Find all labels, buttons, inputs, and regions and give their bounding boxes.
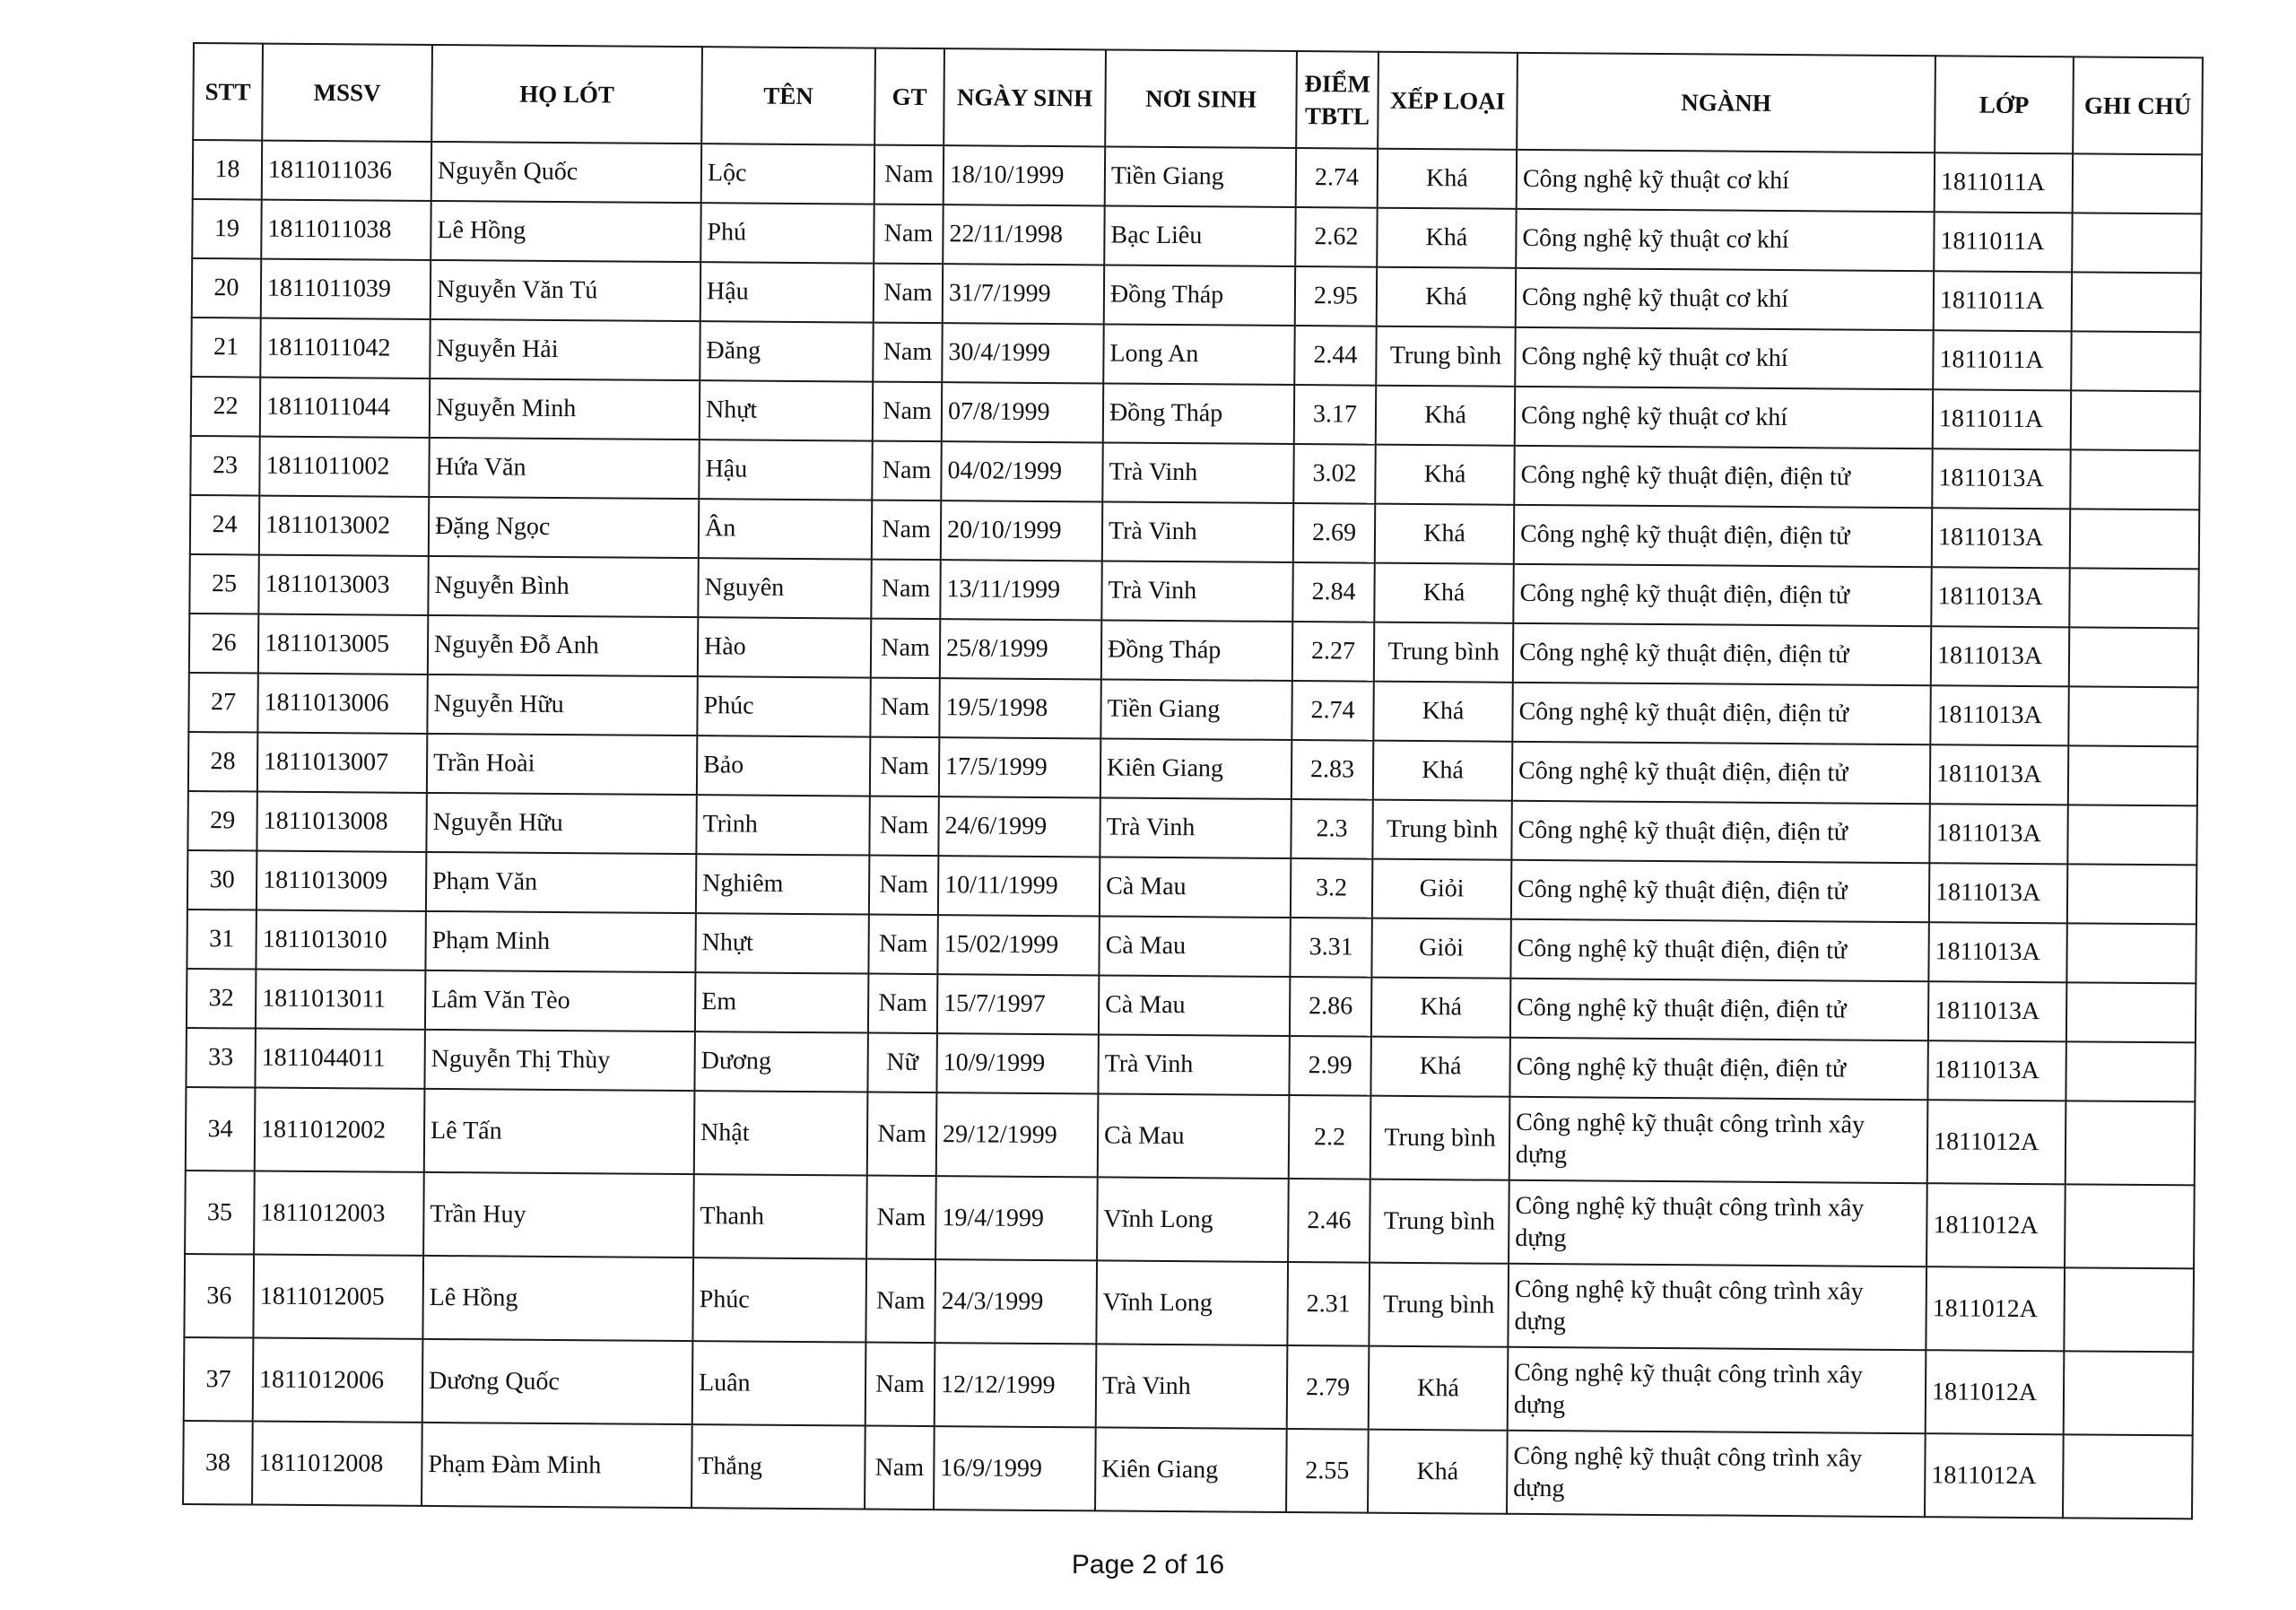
cell-gt: Nam: [867, 1092, 937, 1177]
cell-gt: Nam: [869, 856, 938, 916]
cell-xep-loai: Trung bình: [1369, 1263, 1509, 1347]
cell-diem-tbtl: 2.95: [1295, 266, 1377, 326]
cell-ten: Em: [695, 972, 868, 1032]
cell-gt: Nữ: [867, 1033, 936, 1093]
cell-lop: 1811012A: [1927, 1100, 2066, 1184]
cell-noi-sinh: Trà Vinh: [1100, 797, 1291, 858]
cell-xep-loai: Trung bình: [1372, 800, 1511, 860]
cell-stt: 19: [192, 199, 261, 259]
cell-ho-lot: Lâm Văn Tèo: [425, 970, 695, 1031]
cell-lop: 1811012A: [1926, 1350, 2065, 1434]
cell-ho-lot: Dương Quốc: [422, 1339, 693, 1424]
cell-xep-loai: Khá: [1373, 741, 1512, 801]
cell-diem-tbtl: 2.69: [1293, 503, 1375, 563]
cell-ghi-chu: [2068, 745, 2197, 805]
cell-xep-loai: Khá: [1378, 149, 1517, 209]
cell-nganh: Công nghệ kỹ thuật cơ khí: [1516, 209, 1934, 271]
cell-xep-loai: Khá: [1375, 504, 1514, 564]
cell-nganh: Công nghệ kỹ thuật điện, điện tử: [1511, 801, 1929, 863]
cell-gt: Nam: [871, 560, 940, 620]
cell-stt: 38: [183, 1421, 253, 1505]
cell-ghi-chu: [2071, 390, 2200, 450]
cell-nganh: Công nghệ kỹ thuật điện, điện tử: [1512, 742, 1930, 804]
cell-nganh: Công nghệ kỹ thuật công trình xây dựng: [1509, 1180, 1927, 1266]
cell-ten: Nhựt: [700, 380, 873, 440]
cell-ngay-sinh: 16/9/1999: [934, 1426, 1096, 1510]
cell-xep-loai: Khá: [1375, 445, 1514, 505]
cell-ten: Thắng: [691, 1424, 865, 1509]
cell-noi-sinh: Vĩnh Long: [1097, 1177, 1289, 1262]
cell-gt: Nam: [865, 1259, 935, 1344]
cell-gt: Nam: [869, 796, 938, 857]
cell-mssv: 1811012005: [253, 1255, 423, 1339]
cell-ten: Đăng: [700, 321, 873, 381]
cell-mssv: 1811013011: [256, 970, 425, 1030]
header-row: [193, 43, 2203, 154]
cell-nganh: Công nghệ kỹ thuật điện, điện tử: [1510, 919, 1928, 981]
cell-ten: Hậu: [700, 262, 874, 322]
cell-ten: Luân: [692, 1341, 866, 1425]
cell-mssv: 1811044011: [255, 1029, 424, 1089]
header-xep-loai: XẾP LOẠI: [1378, 52, 1518, 150]
cell-mssv: 1811013006: [257, 674, 427, 734]
cell-ngay-sinh: 18/10/1999: [944, 145, 1105, 205]
cell-ghi-chu: [2069, 627, 2198, 687]
cell-ngay-sinh: 19/5/1998: [939, 678, 1100, 738]
cell-ngay-sinh: 07/8/1999: [942, 382, 1103, 442]
header-diem-tbtl: ĐIỂM TBTL: [1296, 51, 1378, 149]
cell-ngay-sinh: 19/4/1999: [935, 1176, 1098, 1260]
cell-lop: 1811012A: [1926, 1266, 2065, 1351]
cell-noi-sinh: Cà Mau: [1098, 1093, 1290, 1179]
cell-noi-sinh: Cà Mau: [1099, 916, 1290, 977]
cell-ngay-sinh: 13/11/1999: [940, 560, 1101, 620]
cell-ho-lot: Nguyễn Quốc: [431, 142, 701, 203]
cell-lop: 1811013A: [1931, 567, 2069, 627]
cell-gt: Nam: [872, 441, 941, 501]
cell-noi-sinh: Trà Vinh: [1098, 1034, 1289, 1095]
cell-ho-lot: Nguyễn Hữu: [426, 793, 696, 854]
cell-noi-sinh: Trà Vinh: [1101, 561, 1292, 622]
cell-ho-lot: Nguyễn Minh: [430, 379, 700, 439]
cell-noi-sinh: Kiên Giang: [1100, 738, 1292, 799]
cell-mssv: 1811013005: [258, 614, 428, 674]
cell-nganh: Công nghệ kỹ thuật công trình xây dựng: [1509, 1097, 1928, 1183]
cell-gt: Nam: [874, 264, 943, 324]
cell-ten: Hào: [698, 617, 871, 677]
cell-ghi-chu: [2066, 923, 2196, 983]
cell-ho-lot: Phạm Đàm Minh: [422, 1423, 692, 1508]
cell-stt: 35: [185, 1171, 255, 1255]
cell-mssv: 1811013003: [258, 555, 428, 615]
cell-noi-sinh: Long An: [1103, 324, 1294, 385]
cell-diem-tbtl: 2.62: [1295, 207, 1377, 267]
table-row: [184, 1254, 2194, 1352]
cell-xep-loai: Khá: [1376, 386, 1515, 446]
cell-mssv: 1811013010: [256, 910, 425, 970]
cell-ho-lot: Nguyễn Văn Tú: [430, 260, 700, 321]
cell-lop: 1811011A: [1933, 389, 2071, 449]
cell-stt: 28: [188, 732, 257, 792]
cell-lop: 1811013A: [1928, 981, 2066, 1041]
cell-diem-tbtl: 3.02: [1293, 444, 1375, 504]
cell-xep-loai: Khá: [1370, 1037, 1509, 1097]
cell-mssv: 1811012006: [253, 1338, 423, 1423]
cell-mssv: 1811011036: [262, 141, 431, 201]
cell-diem-tbtl: 2.44: [1294, 326, 1376, 386]
cell-nganh: Công nghệ kỹ thuật cơ khí: [1515, 387, 1933, 448]
cell-ho-lot: Lê Tấn: [424, 1089, 695, 1174]
cell-stt: 20: [192, 258, 261, 318]
cell-ghi-chu: [2064, 1267, 2194, 1352]
cell-gt: Nam: [874, 205, 943, 265]
cell-ho-lot: Phạm Văn: [426, 852, 696, 913]
cell-nganh: Công nghệ kỹ thuật công trình xây dựng: [1508, 1264, 1926, 1350]
cell-lop: 1811012A: [1925, 1433, 2064, 1518]
header-ten: TÊN: [701, 47, 875, 144]
cell-ten: Lộc: [701, 144, 874, 204]
cell-mssv: 1811013002: [259, 496, 429, 556]
cell-lop: 1811013A: [1930, 744, 2068, 805]
cell-noi-sinh: Đồng Tháp: [1104, 265, 1295, 326]
cell-ho-lot: Nguyễn Hải: [430, 319, 700, 380]
header-mssv: MSSV: [262, 44, 432, 142]
cell-diem-tbtl: 2.74: [1296, 148, 1378, 208]
cell-lop: 1811013A: [1929, 804, 2067, 864]
header-nganh: NGÀNH: [1517, 53, 1935, 152]
cell-nganh: Công nghệ kỹ thuật điện, điện tử: [1514, 505, 1932, 567]
cell-noi-sinh: Bạc Liêu: [1104, 205, 1295, 266]
cell-lop: 1811011A: [1934, 271, 2072, 331]
cell-xep-loai: Khá: [1374, 563, 1513, 623]
cell-xep-loai: Khá: [1369, 1346, 1509, 1431]
cell-ten: Trình: [696, 795, 869, 855]
cell-lop: 1811013A: [1932, 508, 2070, 568]
cell-mssv: 1811011038: [261, 200, 430, 260]
cell-stt: 18: [193, 140, 262, 200]
cell-gt: Nam: [866, 1176, 936, 1260]
cell-noi-sinh: Cà Mau: [1099, 975, 1290, 1036]
cell-ngay-sinh: 24/3/1999: [935, 1259, 1097, 1344]
cell-ho-lot: Lê Hồng: [430, 201, 700, 262]
cell-ngay-sinh: 15/7/1997: [937, 974, 1099, 1034]
cell-noi-sinh: Trà Vinh: [1096, 1344, 1288, 1429]
table-row: [185, 1171, 2195, 1268]
cell-diem-tbtl: 2.74: [1292, 681, 1373, 741]
cell-nganh: Công nghệ kỹ thuật điện, điện tử: [1514, 446, 1932, 508]
cell-ngay-sinh: 04/02/1999: [941, 441, 1102, 501]
cell-ngay-sinh: 15/02/1999: [937, 915, 1099, 975]
cell-noi-sinh: Đồng Tháp: [1103, 383, 1294, 444]
cell-ten: Bảo: [697, 735, 870, 796]
cell-xep-loai: Khá: [1373, 682, 1512, 742]
cell-stt: 34: [186, 1087, 256, 1171]
cell-gt: Nam: [870, 737, 939, 797]
cell-ten: Nhựt: [695, 913, 868, 973]
cell-stt: 24: [190, 495, 259, 555]
cell-ho-lot: Phạm Minh: [425, 911, 695, 972]
cell-ghi-chu: [2070, 449, 2199, 509]
cell-ghi-chu: [2066, 1101, 2196, 1185]
cell-mssv: 1811012008: [252, 1422, 422, 1506]
cell-diem-tbtl: 2.55: [1286, 1429, 1369, 1513]
cell-noi-sinh: Trà Vinh: [1102, 501, 1293, 562]
cell-ghi-chu: [2063, 1434, 2193, 1519]
cell-lop: 1811013A: [1932, 448, 2070, 509]
cell-diem-tbtl: 2.27: [1292, 622, 1374, 682]
cell-ho-lot: Trần Hoài: [427, 734, 697, 795]
cell-ten: Phú: [700, 203, 874, 263]
cell-gt: Nam: [871, 619, 940, 679]
cell-ten: Thanh: [693, 1174, 867, 1258]
cell-lop: 1811011A: [1935, 152, 2073, 213]
cell-stt: 27: [188, 673, 257, 733]
cell-noi-sinh: Tiền Giang: [1100, 679, 1292, 740]
cell-ghi-chu: [2066, 982, 2196, 1042]
cell-ngay-sinh: 22/11/1998: [943, 205, 1104, 265]
cell-ngay-sinh: 24/6/1999: [938, 796, 1100, 857]
cell-lop: 1811013A: [1930, 685, 2068, 745]
cell-ngay-sinh: 20/10/1999: [941, 500, 1102, 561]
cell-mssv: 1811011042: [260, 318, 430, 379]
cell-ten: Nghiêm: [696, 854, 869, 914]
cell-diem-tbtl: 2.3: [1291, 799, 1372, 859]
cell-xep-loai: Trung bình: [1370, 1179, 1509, 1264]
cell-mssv: 1811011002: [259, 437, 429, 497]
cell-noi-sinh: Tiền Giang: [1105, 146, 1296, 207]
cell-gt: Nam: [873, 382, 942, 442]
cell-lop: 1811013A: [1927, 1040, 2066, 1101]
cell-diem-tbtl: 2.79: [1287, 1345, 1370, 1430]
cell-mssv: 1811013009: [257, 851, 426, 911]
cell-xep-loai: Trung bình: [1370, 1096, 1510, 1180]
cell-mssv: 1811011039: [261, 259, 430, 319]
cell-stt: 32: [187, 969, 256, 1029]
cell-stt: 23: [190, 436, 259, 496]
cell-stt: 31: [187, 909, 256, 970]
cell-gt: Nam: [870, 678, 939, 738]
cell-ten: Dương: [694, 1031, 867, 1092]
cell-nganh: Công nghệ kỹ thuật điện, điện tử: [1509, 1038, 1927, 1100]
cell-diem-tbtl: 2.46: [1288, 1179, 1370, 1263]
cell-ngay-sinh: 31/7/1999: [943, 264, 1104, 324]
cell-ghi-chu: [2064, 1351, 2194, 1435]
cell-ten: Hậu: [699, 439, 872, 500]
cell-nganh: Công nghệ kỹ thuật điện, điện tử: [1510, 979, 1928, 1040]
table-row: [183, 1421, 2193, 1519]
cell-mssv: 1811013008: [257, 792, 426, 852]
cell-nganh: Công nghệ kỹ thuật điện, điện tử: [1511, 860, 1929, 922]
cell-gt: Nam: [868, 974, 937, 1034]
header-ho-lot: HỌ LÓT: [431, 45, 702, 144]
cell-stt: 25: [189, 554, 258, 614]
cell-ghi-chu: [2072, 272, 2201, 332]
cell-nganh: Công nghệ kỹ thuật cơ khí: [1517, 150, 1935, 212]
cell-gt: Nam: [865, 1426, 935, 1510]
cell-ghi-chu: [2066, 1041, 2195, 1101]
cell-xep-loai: Trung bình: [1374, 622, 1513, 683]
cell-nganh: Công nghệ kỹ thuật công trình xây dựng: [1508, 1347, 1926, 1433]
cell-ho-lot: Hứa Văn: [429, 438, 699, 499]
cell-ten: Phúc: [697, 676, 870, 736]
cell-nganh: Công nghệ kỹ thuật cơ khí: [1516, 268, 1934, 330]
cell-mssv: 1811013007: [257, 733, 427, 793]
cell-lop: 1811013A: [1928, 922, 2066, 982]
cell-ho-lot: Nguyễn Đỗ Anh: [428, 615, 698, 676]
cell-ngay-sinh: 12/12/1999: [935, 1343, 1097, 1427]
header-stt: STT: [193, 43, 263, 141]
cell-gt: Nam: [872, 500, 941, 561]
cell-xep-loai: Trung bình: [1376, 326, 1515, 387]
cell-diem-tbtl: 2.83: [1292, 740, 1373, 800]
cell-stt: 21: [191, 318, 260, 378]
cell-ten: Nguyên: [698, 558, 871, 618]
cell-diem-tbtl: 3.31: [1290, 918, 1371, 978]
cell-diem-tbtl: 2.99: [1289, 1036, 1370, 1096]
cell-ten: Ân: [699, 499, 872, 559]
cell-nganh: Công nghệ kỹ thuật công trình xây dựng: [1507, 1431, 1926, 1517]
cell-diem-tbtl: 2.2: [1289, 1095, 1371, 1179]
cell-gt: Nam: [865, 1343, 935, 1427]
cell-noi-sinh: Trà Vinh: [1102, 442, 1293, 503]
cell-noi-sinh: Vĩnh Long: [1096, 1260, 1288, 1345]
cell-ngay-sinh: 29/12/1999: [936, 1092, 1099, 1177]
cell-lop: 1811013A: [1931, 626, 2069, 686]
cell-ten: Nhật: [694, 1091, 868, 1175]
cell-lop: 1811013A: [1929, 863, 2067, 923]
cell-stt: 33: [186, 1028, 255, 1088]
cell-ghi-chu: [2065, 1184, 2195, 1268]
cell-ho-lot: Nguyễn Hữu: [427, 674, 697, 735]
cell-stt: 36: [184, 1254, 254, 1338]
cell-ghi-chu: [2070, 509, 2199, 569]
cell-xep-loai: Khá: [1371, 978, 1510, 1038]
cell-diem-tbtl: 3.17: [1294, 385, 1376, 445]
cell-stt: 37: [184, 1337, 254, 1422]
cell-lop: 1811012A: [1926, 1183, 2066, 1267]
cell-ho-lot: Nguyễn Bình: [428, 556, 698, 617]
cell-ngay-sinh: 17/5/1999: [939, 737, 1100, 797]
header-noi-sinh: NƠI SINH: [1105, 49, 1297, 148]
header-ngay-sinh: NGÀY SINH: [944, 48, 1106, 146]
cell-mssv: 1811012003: [254, 1171, 424, 1256]
header-gt: GT: [874, 48, 944, 146]
cell-diem-tbtl: 2.31: [1287, 1262, 1370, 1346]
cell-ghi-chu: [2067, 805, 2196, 865]
header-lop: LỚP: [1935, 56, 2074, 153]
cell-diem-tbtl: 2.84: [1292, 562, 1374, 622]
cell-noi-sinh: Đồng Tháp: [1101, 620, 1292, 681]
cell-ngay-sinh: 25/8/1999: [940, 619, 1101, 679]
cell-ghi-chu: [2071, 331, 2200, 391]
cell-noi-sinh: Kiên Giang: [1095, 1427, 1287, 1512]
header-ghi-chu: GHI CHÚ: [2073, 57, 2203, 154]
cell-ho-lot: Nguyễn Thị Thùy: [424, 1030, 694, 1091]
page-number: Page 2 of 16: [1071, 1550, 1225, 1580]
cell-stt: 26: [189, 614, 258, 674]
cell-mssv: 1811011044: [260, 378, 430, 438]
cell-xep-loai: Khá: [1377, 267, 1516, 327]
roster-body: [183, 140, 2202, 1519]
table-row: [186, 1087, 2196, 1185]
cell-diem-tbtl: 3.2: [1291, 858, 1372, 918]
cell-ho-lot: Trần Huy: [423, 1172, 694, 1258]
cell-lop: 1811011A: [1933, 330, 2071, 390]
cell-xep-loai: Giỏi: [1372, 859, 1511, 919]
cell-xep-loai: Giỏi: [1371, 918, 1510, 979]
cell-gt: Nam: [873, 323, 942, 383]
cell-gt: Nam: [874, 145, 944, 205]
cell-ghi-chu: [2068, 686, 2197, 746]
cell-xep-loai: Khá: [1377, 208, 1516, 268]
cell-gt: Nam: [868, 915, 937, 975]
cell-nganh: Công nghệ kỹ thuật cơ khí: [1515, 327, 1933, 389]
cell-ho-lot: Đặng Ngọc: [429, 497, 699, 558]
cell-stt: 30: [187, 850, 257, 910]
cell-ho-lot: Lê Hồng: [422, 1256, 693, 1341]
cell-ten: Phúc: [692, 1258, 866, 1342]
cell-nganh: Công nghệ kỹ thuật điện, điện tử: [1512, 683, 1930, 744]
cell-diem-tbtl: 2.86: [1290, 977, 1371, 1037]
cell-stt: 29: [187, 791, 257, 851]
cell-noi-sinh: Cà Mau: [1100, 857, 1291, 918]
cell-nganh: Công nghệ kỹ thuật điện, điện tử: [1513, 564, 1931, 626]
cell-xep-loai: Khá: [1368, 1430, 1508, 1514]
cell-ghi-chu: [2073, 153, 2202, 213]
cell-lop: 1811011A: [1934, 212, 2072, 272]
cell-mssv: 1811012002: [255, 1088, 425, 1172]
cell-ghi-chu: [2069, 568, 2198, 628]
table-row: [184, 1337, 2194, 1435]
cell-ghi-chu: [2072, 213, 2201, 273]
student-roster-table: [182, 42, 2204, 1519]
cell-ngay-sinh: 10/9/1999: [936, 1033, 1098, 1093]
cell-ngay-sinh: 10/11/1999: [938, 856, 1100, 916]
cell-stt: 22: [191, 377, 260, 437]
cell-ngay-sinh: 30/4/1999: [942, 323, 1103, 383]
cell-nganh: Công nghệ kỹ thuật điện, điện tử: [1513, 623, 1931, 685]
cell-ghi-chu: [2067, 864, 2196, 924]
